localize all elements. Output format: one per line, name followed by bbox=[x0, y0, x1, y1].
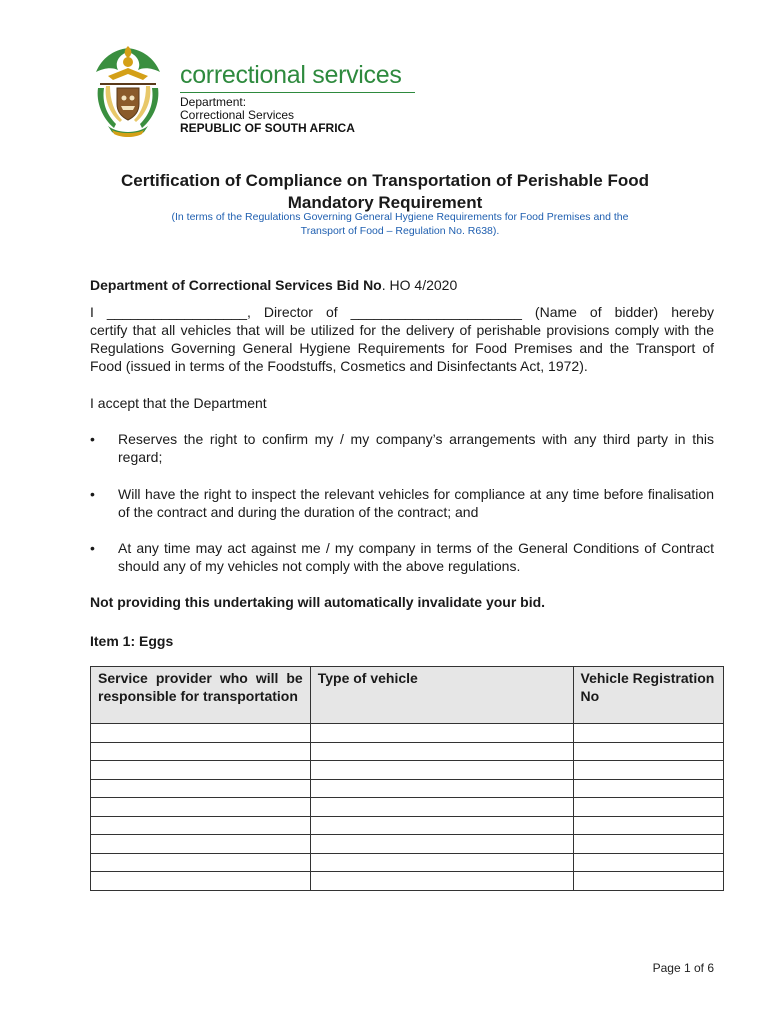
accept-statement: I accept that the Department bbox=[90, 395, 267, 411]
table-row bbox=[91, 798, 724, 817]
bid-number-line bbox=[90, 276, 714, 294]
service-provider-cell[interactable] bbox=[91, 798, 311, 817]
subtitle-line-1: (In terms of the Regulations Governing General Hygiene Requirements for Food Premises and the bbox=[171, 211, 629, 223]
brand-divider bbox=[180, 92, 415, 93]
service-provider-cell[interactable] bbox=[91, 742, 311, 761]
bullet-icon: • bbox=[90, 486, 95, 502]
certification-text: certify that all vehicles that will be utilized for the delivery of perishable provisions comply with the Regulations Governing General Hygiene Requirements for Food Premises and the Transport of Food (issued in terms of the Foodstuffs, Cosmetics and Disinfectants Act, 1972). bbox=[90, 322, 714, 374]
department-name: Correctional Services bbox=[180, 108, 295, 122]
registration-cell[interactable] bbox=[573, 724, 724, 743]
list-item-text: Will have the right to inspect the relevant vehicles for compliance at any time before finalisation of the contract and during the duration of the contract; and bbox=[118, 486, 714, 520]
header-vehicle-type: Type of vehicle bbox=[310, 667, 573, 724]
service-provider-cell[interactable] bbox=[91, 872, 311, 891]
registration-cell[interactable] bbox=[573, 853, 724, 872]
service-provider-cell[interactable] bbox=[91, 779, 311, 798]
registration-cell[interactable] bbox=[573, 835, 724, 854]
vehicle-type-cell[interactable] bbox=[310, 835, 573, 854]
header-registration-no: Vehicle Registration No bbox=[573, 667, 724, 724]
table-row bbox=[91, 816, 724, 835]
bid-value: . HO 4/2020 bbox=[381, 277, 458, 293]
table-row bbox=[91, 835, 724, 854]
warning-statement: Not providing this undertaking will automatically invalidate your bid. bbox=[90, 594, 546, 610]
vehicle-type-cell[interactable] bbox=[310, 816, 573, 835]
registration-cell[interactable] bbox=[573, 872, 724, 891]
registration-cell[interactable] bbox=[573, 742, 724, 761]
service-provider-cell[interactable] bbox=[91, 724, 311, 743]
department-label: Department: bbox=[180, 95, 247, 109]
item-heading: Item 1: Eggs bbox=[90, 633, 174, 649]
vehicle-type-cell[interactable] bbox=[310, 853, 573, 872]
registration-cell[interactable] bbox=[573, 761, 724, 780]
bullet-icon: • bbox=[90, 431, 95, 447]
service-provider-cell[interactable] bbox=[91, 853, 311, 872]
coat-of-arms-logo bbox=[88, 40, 168, 140]
registration-cell[interactable] bbox=[573, 816, 724, 835]
table-row bbox=[91, 872, 724, 891]
table-row bbox=[91, 779, 724, 798]
certification-paragraph bbox=[90, 303, 714, 375]
vehicle-type-cell[interactable] bbox=[310, 761, 573, 780]
table-body bbox=[91, 724, 724, 891]
vehicle-type-cell[interactable] bbox=[310, 742, 573, 761]
regulation-subtitle bbox=[130, 210, 670, 238]
registration-cell[interactable] bbox=[573, 779, 724, 798]
vehicle-type-cell[interactable] bbox=[310, 872, 573, 891]
service-provider-cell[interactable] bbox=[91, 761, 311, 780]
transport-table bbox=[90, 666, 724, 891]
table-header-row bbox=[91, 667, 724, 724]
title-line-1: Certification of Compliance on Transportation of Perishable Food bbox=[121, 171, 649, 190]
title-line-2: Mandatory Requirement bbox=[287, 193, 483, 212]
page-number: Page 1 of 6 bbox=[652, 961, 714, 975]
table-row bbox=[91, 724, 724, 743]
bid-label: Department of Correctional Services Bid No bbox=[90, 277, 382, 293]
table-row bbox=[91, 761, 724, 780]
list-item-text: At any time may act against me / my company in terms of the General Conditions of Contract should any of my vehicles not comply with the above regulations. bbox=[118, 540, 714, 574]
letterhead bbox=[88, 40, 428, 140]
country-name: REPUBLIC OF SOUTH AFRICA bbox=[180, 121, 355, 135]
registration-cell[interactable] bbox=[573, 798, 724, 817]
header-service-provider: Service provider who will be responsible for transportation bbox=[91, 667, 311, 724]
subtitle-line-2: Transport of Food – Regulation No. R638). bbox=[300, 225, 500, 237]
brand-name: correctional services bbox=[180, 61, 402, 89]
bullet-icon: • bbox=[90, 540, 95, 556]
vehicle-type-cell[interactable] bbox=[310, 724, 573, 743]
document-title bbox=[60, 170, 710, 214]
vehicle-type-cell[interactable] bbox=[310, 798, 573, 817]
list-item-text: Reserves the right to confirm my / my company’s arrangements with any third party in this regard; bbox=[118, 431, 714, 465]
vehicle-type-cell[interactable] bbox=[310, 779, 573, 798]
table-row bbox=[91, 853, 724, 872]
certification-line-1: I __________________, Director of ______________________ (Name of bidder) hereby bbox=[90, 304, 714, 320]
service-provider-cell[interactable] bbox=[91, 816, 311, 835]
table-row bbox=[91, 742, 724, 761]
service-provider-cell[interactable] bbox=[91, 835, 311, 854]
